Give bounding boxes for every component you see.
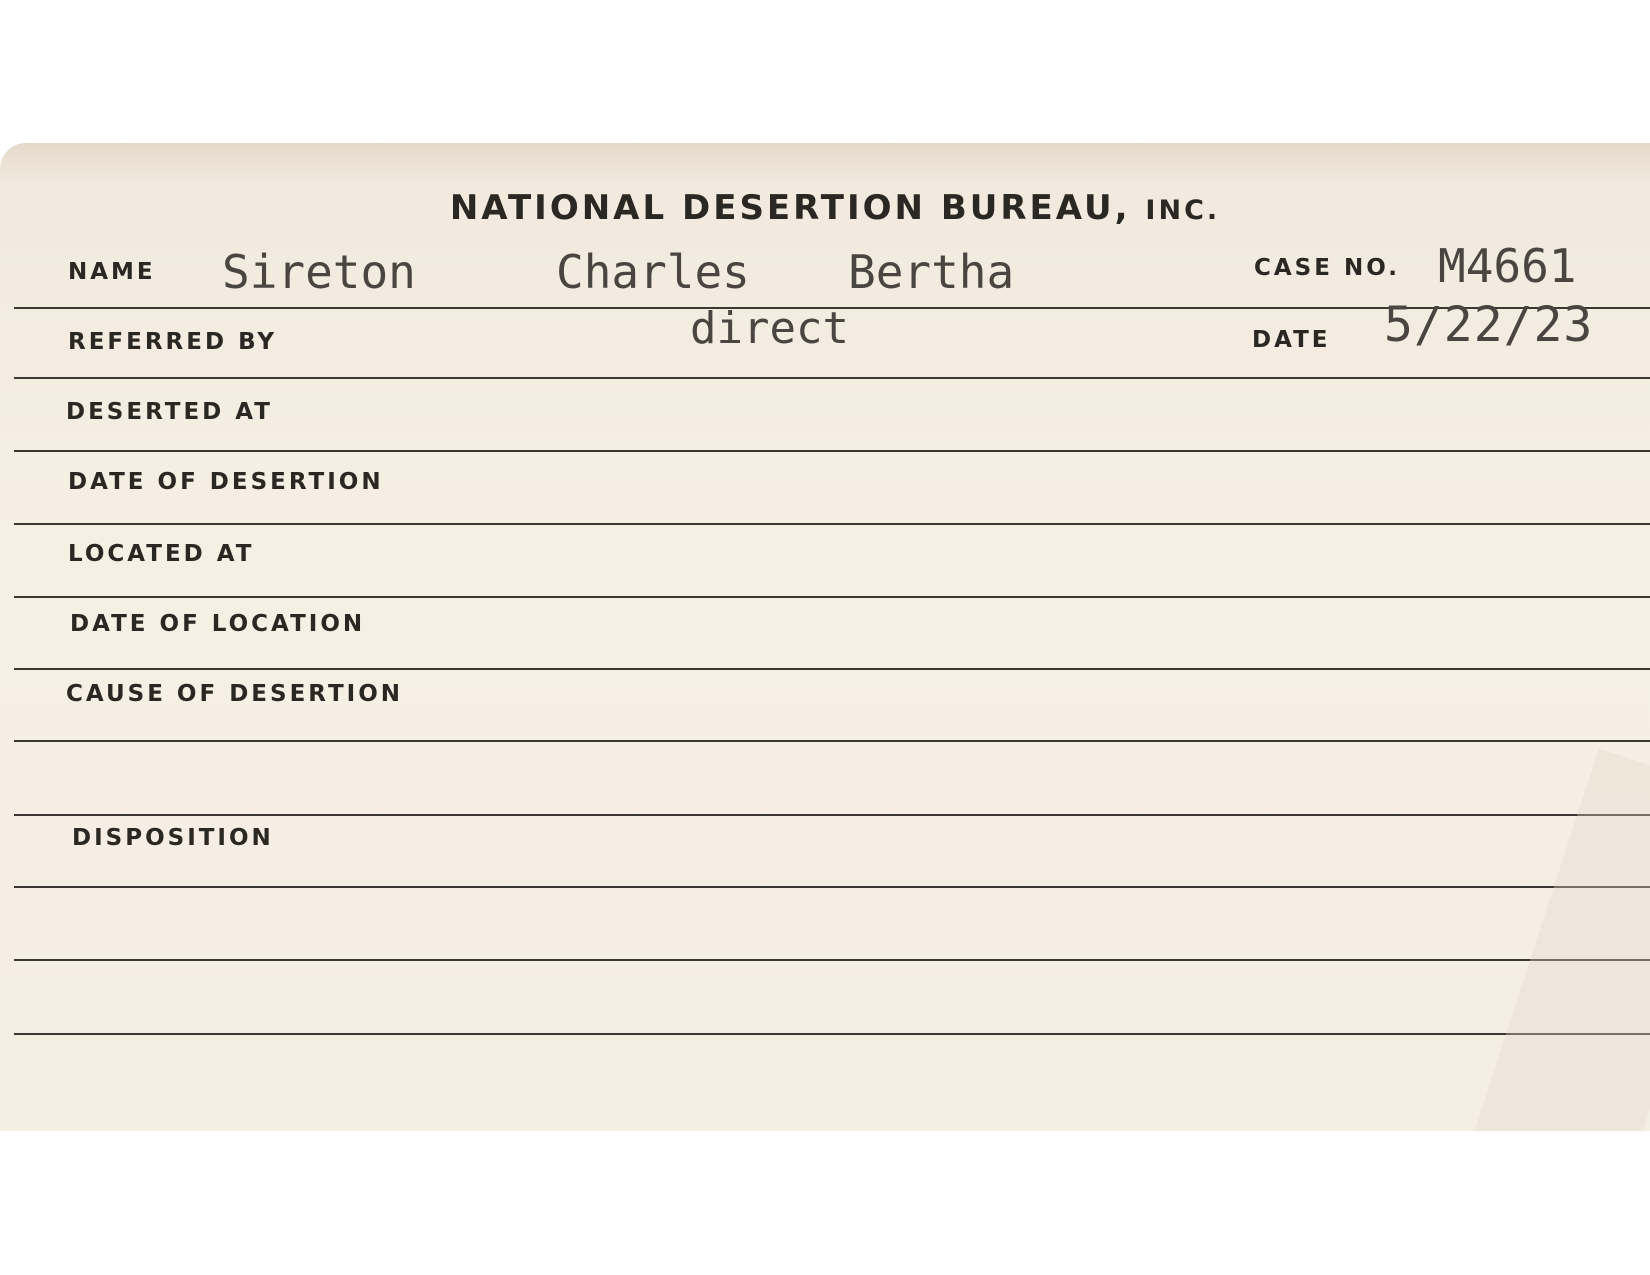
located-at-label: LOCATED AT [68,541,255,567]
date-label: DATE [1252,327,1331,353]
name-label: NAME [68,259,156,285]
rule-date-of-desertion [14,523,1650,525]
rule-cause-extra [14,814,1650,816]
disposition-label: DISPOSITION [72,825,274,851]
name-surname: Sireton [222,245,416,299]
referred-by-value: direct [690,303,849,354]
case-no-value: M4661 [1438,239,1577,293]
rule-deserted-at [14,450,1650,452]
rule-cause-of-desertion [14,740,1650,742]
name-wife: Bertha [848,245,1015,299]
rule-disposition [14,886,1650,888]
deserted-at-label: DESERTED AT [66,399,273,425]
referred-by-label: REFERRED BY [68,329,278,355]
rule-disposition-extra-2 [14,1033,1650,1035]
date-of-desertion-label: DATE OF DESERTION [68,469,384,495]
case-no-label: CASE NO. [1254,255,1400,281]
cause-of-desertion-label: CAUSE OF DESERTION [66,681,404,707]
bureau-name: NATIONAL DESERTION BUREAU, [449,188,1131,228]
card-title [0,188,1650,228]
date-of-location-label: DATE OF LOCATION [70,611,366,637]
date-value: 5/22/23 [1384,297,1594,353]
rule-located-at [14,596,1650,598]
name-husband: Charles [556,245,750,299]
bureau-suffix: INC. [1145,195,1221,226]
rule-disposition-extra-1 [14,959,1650,961]
rule-date-of-location [14,668,1650,670]
index-card [0,143,1650,1131]
rule-referred-by [14,377,1650,379]
